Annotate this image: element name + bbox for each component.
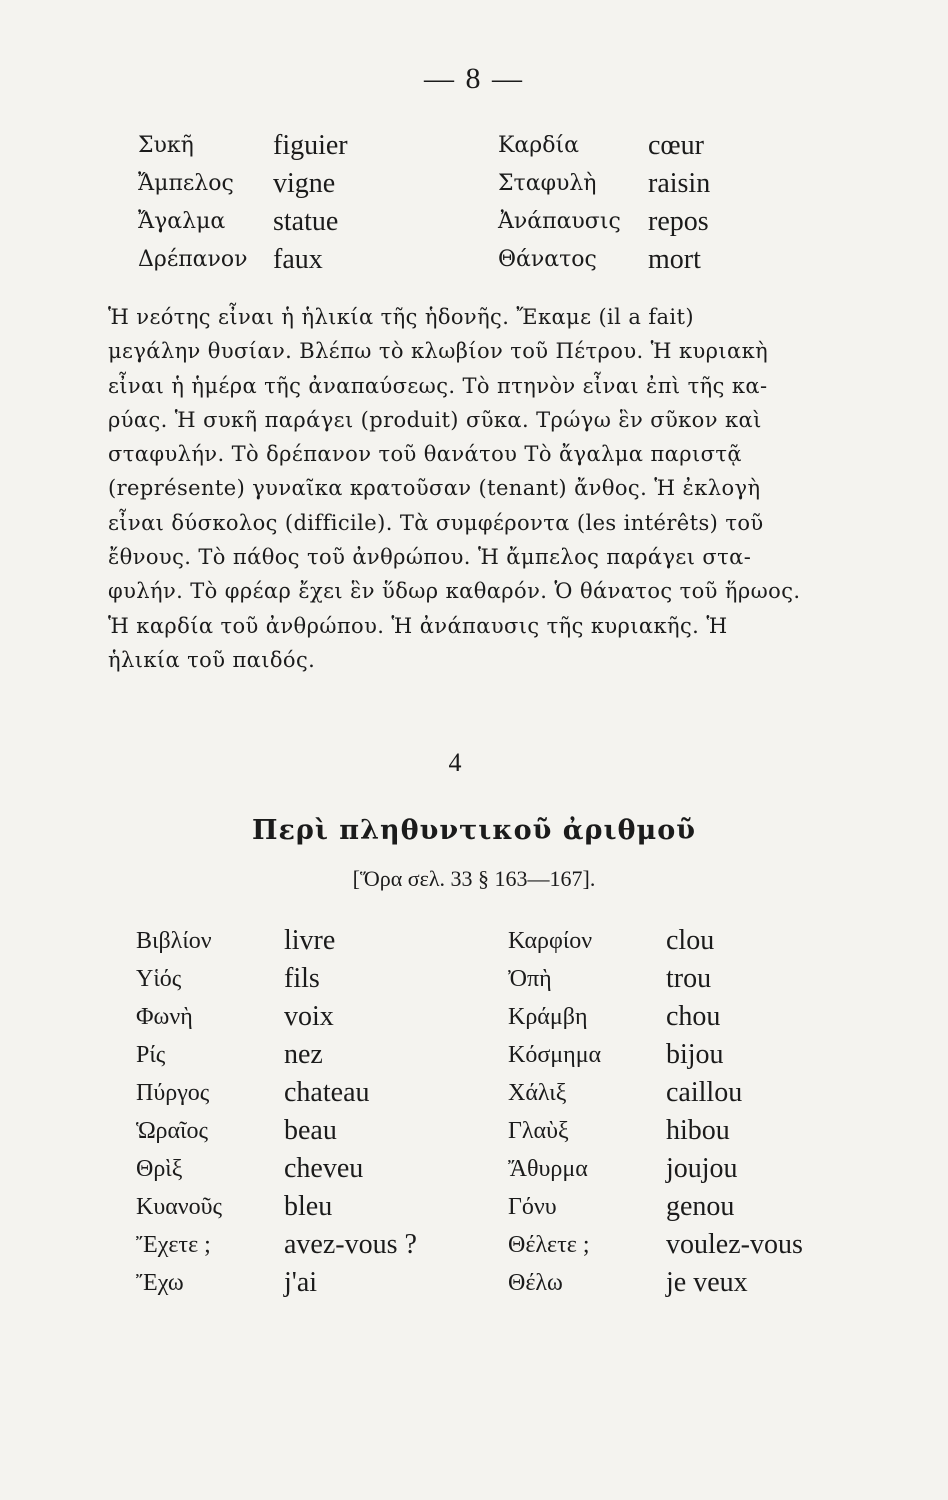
greek-word: Χάλιξ	[508, 1080, 567, 1106]
greek-word: Θρὶξ	[136, 1156, 183, 1182]
paragraph-line: εἶναι δύσκολος (difficile). Τὰ συμφέροντα (les intérêts) τοῦ	[108, 510, 764, 535]
vocab-row	[136, 1001, 896, 1039]
french-word: voulez-vous	[666, 1229, 803, 1260]
french-word: vigne	[273, 168, 336, 199]
page-number: — 8 —	[424, 62, 524, 95]
french-word: cheveu	[284, 1153, 364, 1184]
paragraph-line: Ἡ νεότης εἶναι ἡ ἡλικία τῆς ἡδονῆς. Ἔκαμε (il a fait)	[108, 305, 694, 329]
french-word: faux	[273, 244, 323, 275]
vocab-row	[136, 1229, 896, 1267]
greek-word: Γόνυ	[508, 1194, 557, 1220]
french-word: joujou	[666, 1153, 738, 1184]
greek-word: Γλαὺξ	[508, 1118, 569, 1144]
vocab-row	[138, 130, 898, 168]
french-word: beau	[284, 1115, 337, 1146]
french-word: je veux	[666, 1267, 748, 1298]
french-word: nez	[284, 1039, 323, 1070]
greek-word: Υἱός	[136, 966, 182, 992]
vocab-row	[136, 1191, 896, 1229]
greek-word: Ἄμπελος	[138, 171, 234, 196]
french-word: clou	[666, 925, 715, 956]
vocab-row	[138, 244, 898, 282]
greek-word: Ἔχω	[136, 1270, 184, 1296]
greek-word: Κράμβη	[508, 1004, 588, 1030]
french-word: fils	[284, 963, 320, 994]
greek-word: Κυανοῦς	[136, 1194, 223, 1220]
vocab-row	[136, 1077, 896, 1115]
paragraph-line: Ἡ καρδία τοῦ ἀνθρώπου. Ἡ ἀνάπαυσις τῆς κυριακῆς. Ἡ	[108, 613, 728, 638]
greek-word: Θέλω	[508, 1270, 563, 1296]
french-word: mort	[648, 244, 701, 275]
greek-word: Κόσμημα	[508, 1042, 602, 1068]
greek-word: Βιβλίον	[136, 928, 212, 954]
french-word: trou	[666, 963, 712, 994]
greek-word: Συκῆ	[138, 133, 194, 158]
section-number: 4	[448, 748, 462, 777]
french-word: caillou	[666, 1077, 743, 1108]
paragraph-line: ἔθνους. Τὸ πάθος τοῦ ἀνθρώπου. Ἡ ἄμπελος παράγει στα-	[108, 545, 752, 570]
vocab-row	[136, 1153, 896, 1191]
french-word: bleu	[284, 1191, 333, 1222]
french-word: figuier	[273, 130, 348, 161]
greek-word: Καρδία	[498, 133, 579, 158]
vocab-row	[138, 168, 898, 206]
paragraph-line: μεγάλην θυσίαν. Βλέπω τὸ κλωβίον τοῦ Πέτρου. Ἡ κυριακὴ	[108, 339, 769, 364]
french-word: chateau	[284, 1077, 370, 1108]
greek-word: Καρφίον	[508, 928, 593, 954]
vocab-row	[138, 206, 898, 244]
vocabulary-table-top	[138, 130, 898, 282]
paragraph-line: εἶναι ἡ ἡμέρα τῆς ἀναπαύσεως. Τὸ πτηνὸν εἶναι ἐπὶ τῆς κα-	[108, 373, 768, 398]
greek-word: Ὀπὴ	[508, 966, 552, 992]
greek-word: Δρέπανον	[138, 247, 248, 272]
french-word: avez-vous ?	[284, 1229, 417, 1260]
vocab-row	[136, 1115, 896, 1153]
section-reference: [Ὅρα σελ. 33 § 163—167].	[352, 866, 596, 891]
paragraph-line: φυλήν. Τὸ φρέαρ ἔχει ἓν ὕδωρ καθαρόν. Ὁ θάνατος τοῦ ἥρωος.	[108, 579, 801, 604]
exercise-paragraph	[108, 300, 824, 677]
paragraph-line: ἡλικία τοῦ παιδός.	[108, 647, 316, 672]
french-word: livre	[284, 925, 336, 956]
greek-word: Ἔχετε ;	[136, 1232, 211, 1258]
greek-word: Ρίς	[136, 1042, 166, 1068]
french-word: repos	[648, 206, 709, 237]
french-word: j'ai	[284, 1267, 318, 1298]
paragraph-line: (représente) γυναῖκα κρατοῦσαν (tenant) ἄνθος. Ἡ ἐκλογὴ	[108, 476, 761, 501]
french-word: voix	[284, 1001, 334, 1032]
french-word: hibou	[666, 1115, 730, 1146]
greek-word: Σταφυλὴ	[498, 171, 597, 196]
french-word: raisin	[648, 168, 711, 199]
vocab-row	[136, 963, 896, 1001]
vocab-row	[136, 1267, 896, 1305]
paragraph-line: σταφυλήν. Τὸ δρέπανον τοῦ θανάτου Τὸ ἄγαλμα παριστᾷ	[108, 442, 742, 467]
greek-word: Θάνατος	[498, 247, 597, 272]
greek-word: Ὡραῖος	[136, 1118, 208, 1144]
french-word: genou	[666, 1191, 735, 1222]
section-title: Περὶ πληθυντικοῦ ἀριθμοῦ	[251, 815, 697, 846]
french-word: chou	[666, 1001, 721, 1032]
french-word: bijou	[666, 1039, 724, 1070]
greek-word: Ἄγαλμα	[138, 209, 226, 234]
greek-word: Ἀνάπαυσις	[498, 209, 621, 234]
vocab-row	[136, 1039, 896, 1077]
french-word: statue	[273, 206, 339, 237]
greek-word: Πύργος	[136, 1080, 210, 1106]
greek-word: Φωνὴ	[136, 1004, 193, 1030]
paragraph-line: ρύας. Ἡ συκῆ παράγει (produit) σῦκα. Τρώγω ἓν σῦκον καὶ	[108, 407, 762, 432]
greek-word: Ἄθυρμα	[508, 1156, 588, 1182]
french-word: cœur	[648, 130, 704, 161]
vocabulary-table-bottom	[136, 925, 896, 1305]
vocab-row	[136, 925, 896, 963]
greek-word: Θέλετε ;	[508, 1232, 590, 1258]
